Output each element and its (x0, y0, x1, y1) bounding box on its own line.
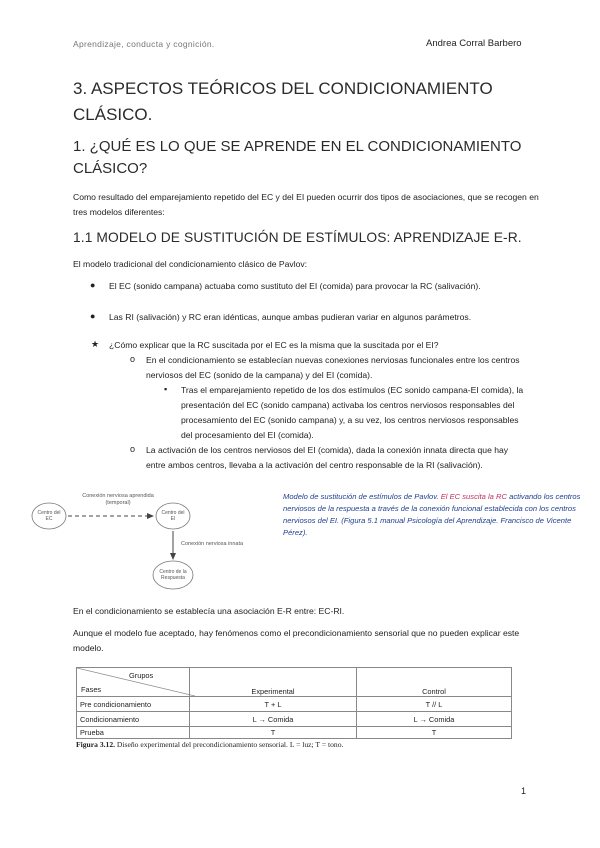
list-item-1: El EC (sonido campana) actuaba como sustituto del EI (comida) para provocar la RC (salivación). (109, 281, 481, 291)
innate-connection-label: Conexión nerviosa innata (181, 541, 244, 547)
caption-part-b: activando los centros nerviosos de la respuesta a través de la conexión funcional establecida con los centros nerviosos del EI. (Figura 5.1 manual Psicología del Aprendizaje. Francisco de Vicente Pérez). (283, 492, 581, 537)
sub-sub-item-1: Tras el emparejamiento repetido de los dos estímulos (EC sonido campana-EI comida), la presentación del EC (sonido campana) activaba los centros nerviosos responsables del procesamiento del EC (sonido campana) y, a su vez, los centros nerviosos responsables del procesamiento del EI (comida). (181, 385, 524, 440)
page-number: 1 (521, 786, 527, 796)
section-1-intro: Como resultado del emparejamiento repetido del EC y del EI pueden ocurrir dos tipos de asociaciones, que se recogen en tres modelos diferentes: (73, 192, 539, 217)
square-bullet-icon: ▪ (164, 384, 168, 394)
diagram-caption (283, 491, 593, 539)
experiment-table-container (76, 667, 512, 739)
table-caption-label: Figura 3.12. (76, 740, 116, 749)
table-cell-ctrl: T // L (357, 697, 512, 712)
table-caption (76, 740, 343, 749)
arrow-head-icon (170, 553, 176, 560)
header-author: Andrea Corral Barbero (426, 38, 522, 49)
table-cell-ctrl: T (357, 727, 512, 739)
table-corner-cell (77, 668, 190, 697)
section-1-heading: 1. ¿QUÉ ES LO QUE SE APRENDE EN EL CONDICIONAMIENTO CLÁSICO? (73, 138, 522, 177)
learned-label-line-1: Conexión nerviosa aprendida (82, 493, 154, 499)
column-header-control: Control (357, 668, 512, 697)
learned-label-line-2: (temporal) (105, 500, 131, 506)
sub-item-2: La activación de los centros nerviosos del EI (comida), dada la conexión innata directa que hay entre ambos centros, llevaba a la activación del centro responsable de la RI (salivación). (146, 445, 509, 470)
section-1-1-lead: El modelo tradicional del condicionamiento clásico de Pavlov: (73, 259, 308, 269)
table-row (77, 697, 512, 712)
experiment-table (76, 667, 512, 739)
caption-highlight: El EC suscita la RC (440, 492, 507, 501)
table-row (77, 712, 512, 727)
circle-bullet-icon: o (130, 354, 136, 364)
arrow-head-icon (147, 513, 154, 519)
list-item-2: Las RI (salivación) y RC eran idénticas, aunque ambas pudieran variar en algunos parámetros. (109, 312, 472, 322)
preconditioning-paragraph: Aunque el modelo fue aceptado, hay fenómenos como el precondicionamiento sensorial que no pueden explicar este modelo. (73, 628, 520, 653)
list-item-question: ¿Cómo explicar que la RC suscitada por el EC es la misma que la suscitada por el EI? (109, 340, 439, 350)
ec-node-label: Centro del EC (37, 510, 61, 522)
section-1-1-heading: 1.1 MODELO DE SUSTITUCIÓN DE ESTÍMULOS: APRENDIZAJE E-R. (73, 230, 522, 245)
page-title: 3. ASPECTOS TEÓRICOS DEL CONDICIONAMIENTO CLÁSICO. (73, 79, 493, 124)
table-cell-phase: Condicionamiento (77, 712, 190, 727)
response-node-label: Centro de la Respuesta (159, 569, 187, 581)
circle-bullet-icon: o (130, 444, 136, 454)
column-header-experimental: Experimental (190, 668, 357, 697)
caption-part-a: Modelo de sustitución de estímulos de Pavlov. (283, 492, 441, 501)
table-cell-exp: T + L (190, 697, 357, 712)
corner-bottom-label: Fases (81, 685, 102, 694)
table-cell-phase: Pre condicionamiento (77, 697, 190, 712)
sub-item-1: En el condicionamiento se establecían nuevas conexiones nerviosas funcionales entre los centros nerviosos del EC (sonido de la campana) y del EI (comida). (146, 355, 520, 380)
table-cell-exp: T (190, 727, 357, 739)
table-row (77, 727, 512, 739)
learned-connection-label (74, 493, 162, 507)
table-caption-text: Diseño experimental del precondicionamiento sensorial. L = luz; T = tono. (115, 740, 344, 749)
corner-top-label: Grupos (129, 671, 154, 680)
pavlov-diagram (30, 488, 280, 591)
table-cell-ctrl: L → Comida (357, 712, 512, 727)
header-course-title: Aprendizaje, conducta y cognición. (73, 39, 215, 49)
bullet-icon: ● (90, 280, 96, 290)
bullet-icon: ● (90, 311, 96, 321)
table-cell-phase: Prueba (77, 727, 190, 739)
star-bullet-icon: ★ (91, 339, 100, 349)
table-cell-exp: L → Comida (190, 712, 357, 727)
ei-node-label: Centro del EI (161, 510, 185, 522)
association-paragraph: En el condicionamiento se establecía una asociación E-R entre: EC-RI. (73, 606, 345, 616)
